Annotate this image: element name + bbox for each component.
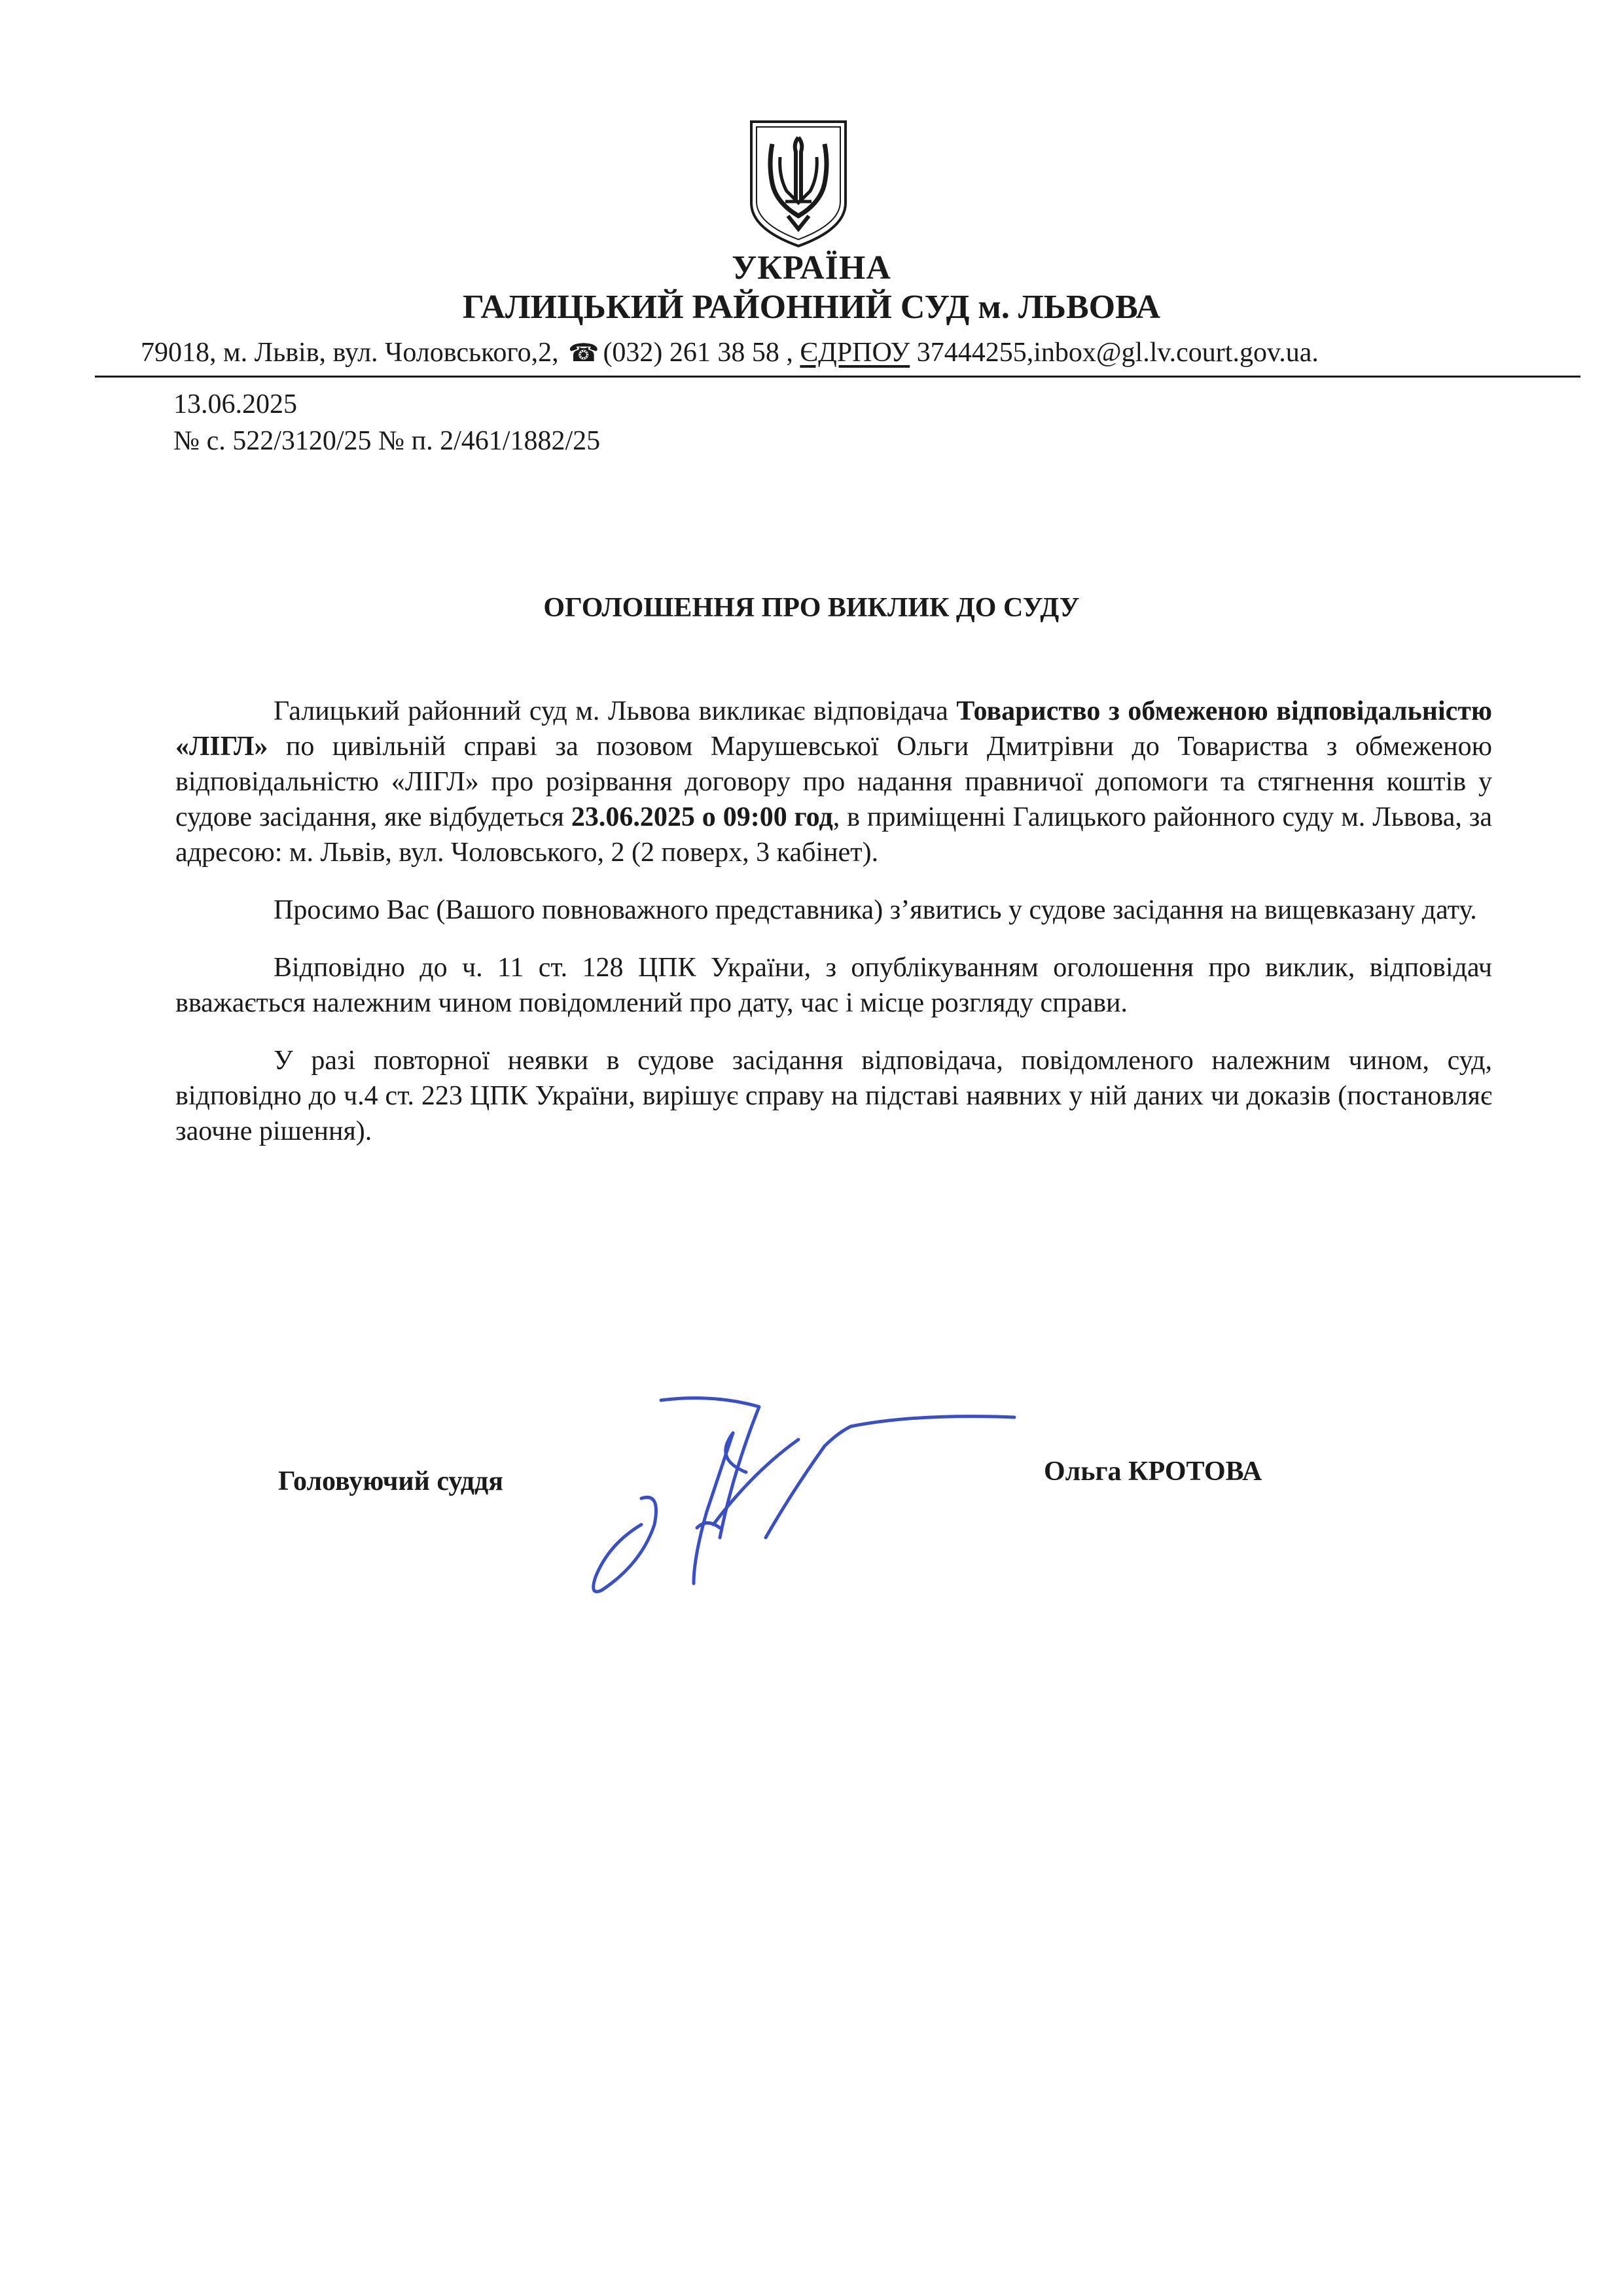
paragraph-legal-basis: Відповідно до ч. 11 ст. 128 ЦПК України, з опублікуванням оголошення про виклик, відповідач вважається належним чином повідомлений про дату, час і місце розгляду справи. [175, 953, 1492, 1018]
document-date: 13.06.2025 [173, 389, 297, 419]
signatory-role: Головуючий суддя [278, 1466, 503, 1496]
telephone-icon: ☎ [568, 340, 599, 367]
document-meta [173, 386, 600, 459]
paragraph-summons-text-1: Галицький районний суд м. Львова викликає відповідача [274, 696, 957, 726]
header-divider [95, 376, 1580, 378]
document-title: ОГОЛОШЕННЯ ПРО ВИКЛИК ДО СУДУ [543, 593, 1080, 623]
court-address-line [141, 337, 1535, 368]
court-name-heading: ГАЛИЦЬКИЙ РАЙОННИЙ СУД м. ЛЬВОВА [462, 289, 1161, 326]
country-heading: УКРАЇНА [732, 249, 891, 287]
signatory-name: Ольга КРОТОВА [1044, 1457, 1262, 1487]
paragraph-summons-text-2: по цивільній справі за позовом Марушевської Ольги Дмитрівни до Товариства з обмеженою відповідальністю «ЛІГЛ» про розірвання договору про надання правничої допомоги та стягнення коштів у судове засідання, яке відбудеться [175, 732, 1492, 832]
paragraph-summons-text-3: , в приміщенні Галицького районного суду м. Львова, за адресою: м. Львів, вул. Чоловського, 2 (2 поверх, 3 кабінет). [175, 802, 1492, 868]
document-body [175, 694, 1492, 1171]
defendant-name: Товариство з обмеженою відповідальністю «ЛІГЛ» [175, 696, 1492, 762]
trident-emblem-icon [746, 118, 851, 249]
case-numbers: № с. 522/3120/25 № п. 2/461/1882/25 [173, 426, 601, 456]
hearing-datetime: 23.06.2025 о 09:00 год [571, 802, 833, 832]
phone-number: (032) 261 38 58 , [603, 338, 793, 368]
handwritten-signature [563, 1394, 1034, 1610]
edrpou-and-email: 37444255,inbox@gl.lv.court.gov.ua. [910, 338, 1319, 368]
paragraph-consequences: У разі повторної неявки в судове засідання відповідача, повідомленого належним чином, суд, відповідно до ч.4 ст. 223 ЦПК України, вирішує справу на підставі наявних у ній даних чи доказів (постановляє заочне рішення). [175, 1046, 1492, 1146]
paragraph-summons [175, 694, 1492, 870]
paragraph-request: Просимо Вас (Вашого повноважного представника) з’явитись у судове засідання на вищевказану дату. [274, 895, 1477, 925]
address-text: 79018, м. Львів, вул. Чоловського,2, [141, 338, 559, 368]
edrpou-label: ЄДРПОУ [800, 338, 910, 368]
